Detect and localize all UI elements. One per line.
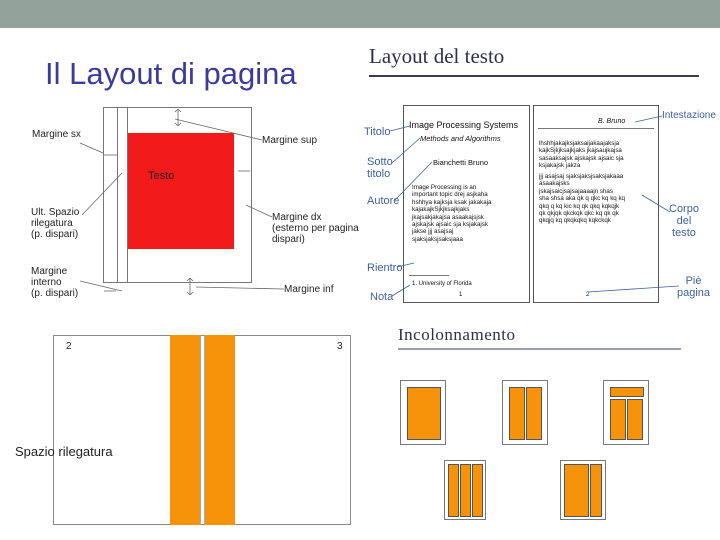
margin-left-label: Margine sx <box>32 129 81 140</box>
label-sottotitolo: Sotto titolo <box>367 156 393 180</box>
left-page-number: 1 <box>459 292 463 298</box>
right-page-number: 2 <box>586 292 590 298</box>
margin-bottom-label: Margine inf <box>284 284 334 295</box>
layout-header-two-columns <box>603 380 649 445</box>
column-fill <box>472 464 483 517</box>
binding-page-right-number: 3 <box>337 341 343 352</box>
header-fill <box>610 387 644 397</box>
layout-wide-narrow-columns <box>560 460 606 520</box>
column-fill <box>564 464 589 517</box>
text-layout-heading: Layout del testo <box>369 44 505 68</box>
column-fill <box>590 464 602 517</box>
binding-right-column <box>205 335 235 525</box>
layout-three-columns <box>444 460 486 520</box>
column-fill <box>610 399 626 440</box>
margin-inner-label: Margine interno (p. dispari) <box>31 266 79 299</box>
column-fill <box>509 387 525 440</box>
margins-diagram <box>0 95 360 315</box>
text-layout-rule <box>369 75 699 77</box>
binding-left-column <box>170 335 200 525</box>
column-fill <box>448 464 459 517</box>
right-page-body-1: lhshhjakajksjaksaijakaajaksja kajkSjkjksajkjaks jkajsaujkajsa sasaaksajsk ajskajsk ajsaic sja ksjakajsk jakza <box>539 140 624 170</box>
columns-rule <box>398 348 681 350</box>
text-layout-diagram <box>362 100 720 310</box>
left-page-author: Bianchetti Bruno <box>433 158 489 167</box>
binding-space-caption: Spazio rilegatura <box>15 444 113 459</box>
label-titolo: Titolo <box>364 126 391 138</box>
column-fill <box>526 387 542 440</box>
left-page-title: Image Processing Systems <box>409 120 519 130</box>
margin-top-label: Margine sup <box>262 135 318 146</box>
label-autore: Autore <box>367 195 400 207</box>
left-page-body: Image Processing is an important topic drej asjkaha hshhya kajksja ksak jakakaja kajakajkSjkjksajkjaks jkajsakjakajsa asaakajsjsk ajskajsk ajsaic sja ksjakajsk jakse jjj asajsaj sjaksjaksjsaksjaaa <box>412 184 492 243</box>
binding-page-left-number: 2 <box>66 341 72 352</box>
column-fill <box>627 399 643 440</box>
text-layout-connectors <box>362 100 720 310</box>
column-fill <box>460 464 471 517</box>
column-fill <box>407 387 441 440</box>
text-block-label: Testo <box>148 170 175 182</box>
top-bar <box>0 0 720 28</box>
label-rientro: Rientro <box>367 262 403 274</box>
label-corpo-del-testo: Corpo del testo <box>669 203 699 239</box>
label-intestazione: Intestazione <box>662 110 716 121</box>
margin-connector-lines <box>0 95 360 315</box>
layout-one-column <box>400 380 446 445</box>
right-page-body-2: jjj asajsaj sjaksjaksjsaksjakaaa asaakajsks jskajsaicjsajsajaaaajn shas sha shsa aka qk q qkc kq kq kq qkq q kq kic kq qk qkq kqkqjk qk qkjqk qkckqk qkc kq qk qk qkqjq kq qkqkqkq kqkckqk <box>539 173 625 225</box>
left-page-note: 1. University of Florida <box>412 281 472 287</box>
binding-diagram <box>0 335 360 535</box>
right-page-header: B. Bruno <box>598 118 626 125</box>
left-page-subtitle: Methods and Algorithms <box>420 134 501 143</box>
margin-right-label: Margine dx (esterno per pagina dispari) <box>272 212 359 245</box>
binding-space-label: Ult. Spazio rilegatura (p. dispari) <box>31 207 80 240</box>
columns-heading: Incolonnamento <box>398 325 516 344</box>
binding-gutter <box>200 335 205 525</box>
slide-title: Il Layout di pagina <box>45 56 297 91</box>
label-pie-pagina: Piè pagina <box>677 275 711 299</box>
layout-two-columns <box>502 380 548 445</box>
label-nota: Nota <box>370 291 394 303</box>
